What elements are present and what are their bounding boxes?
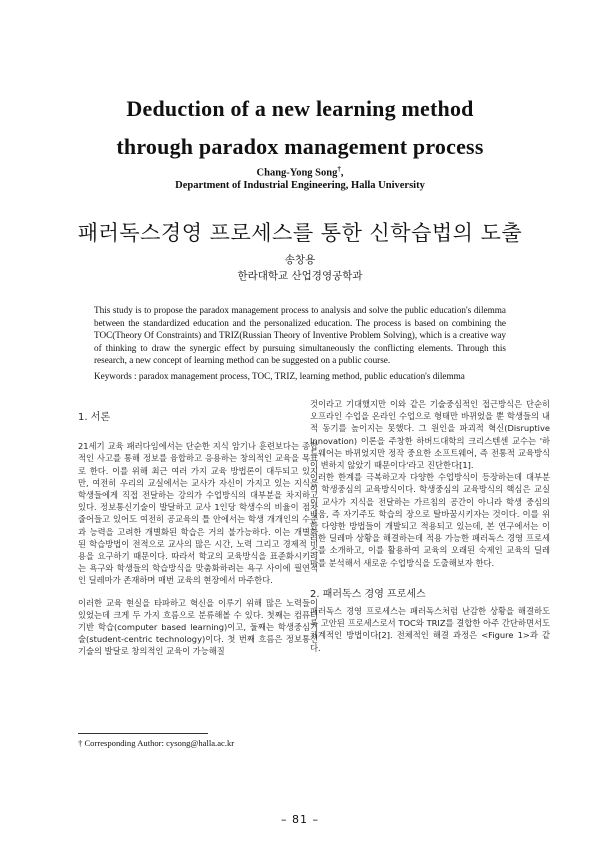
paper-title-line-1: Deduction of a new learning method — [126, 96, 474, 121]
paper-title-line-2: through paradox management process — [116, 134, 484, 159]
korean-author: 송창용 — [284, 254, 316, 266]
abstract: This study is to propose the paradox management process to analysis and solve the public education's dilemma between the standardized education and the personalized education. The process is based on combining the TOC(Theory Of Constraints) and TRIZ(Russian Theory of Inventive Problem Solving), which is a creative way of thinking to draw the synergic effect by pursuing simultaneously the conflicting elements. Through this research, a new concept of learning method can be suggested on a public course. — [94, 305, 506, 366]
right-paragraph-2: 이러한 한계를 극복하고자 다양한 수업방식이 등장하는데 대부분이 학생중심의 교육방식이다. 학생중심의 교육방식의 핵심은 교실이 교사가 지식을 전달하는 가르침의 공간이 아니라 학생 중심의 배움, 즉 자기주도 학습의 장으로 탈바꿈시키자는 것이다. 이를 위한 다양한 방법들이 개발되고 적용되고 있는데, 본 연구에서는 이러한 딜레마 상황을 해결하는데 적용 가능한 패러독스 경영 프로세스를 소개하고, 이를 활용하여 교육의 오래된 숙제인 교육의 딜레마를 분석해서 새로운 수업방식을 도출해보자 한다. — [310, 472, 550, 568]
section-1-heading: 1. 서론 — [78, 412, 111, 423]
author-comma: , — [340, 167, 344, 179]
page-number: – 81 – — [281, 813, 319, 826]
right-paragraph-1: 것이라고 기대했지만 이와 같은 기술중심적인 접근방식은 단순히 오프라인 수업을 온라인 수업으로 형태만 바뀌었을 뿐 학생들의 내적 동기를 높이지는 못했다. 그 원인을 파괴적 혁신(Disruptive Innovation) 이론을 주창한 하버드대학의 크리스텐센 교수는 '하드웨어는 바뀌었지만 정작 중요한 소프트웨어, 즉 전통적 교육방식이 변하지 않았기 때문이다'라고 진단한다[1]. — [310, 399, 550, 471]
korean-affiliation: 한라대학교 산업경영공학과 — [237, 270, 363, 282]
author-name: Chang-Yong Song — [256, 167, 338, 179]
korean-title: 패러독스경영 프로세스를 통한 신학습법의 도출 — [77, 221, 523, 245]
right-column — [310, 398, 550, 664]
affiliation: Department of Industrial Engineering, Halla University — [175, 180, 425, 191]
left-column — [78, 398, 318, 668]
author-mark: † — [337, 165, 341, 173]
author — [0, 165, 600, 179]
keywords: Keywords : paradox management process, TOC, TRIZ, learning method, public education's dilemma — [94, 371, 465, 381]
footnote-rule — [78, 733, 208, 734]
left-paragraph-2: 이러한 교육 현실을 타파하고 혁신을 이루기 위해 많은 노력들이 있었는데 크게 두 가지 흐름으로 분류해볼 수 있다. 첫째는 컴퓨터 기반 학습(computer based learning)이고, 둘째는 학생중심기술(student-centric technology)이다. 첫 번째 흐름은 정보통신기술의 발달로 창의적인 교육이 가능해질 — [78, 597, 318, 657]
right-paragraph-3: 패러독스 경영 프로세스는 패러독스처럼 난감한 상황을 해결하도록 고안된 프로세스로서 TOC와 TRIZ를 결합한 아주 간단하면서도 체계적인 방법이다[2]. 전체적인 해결 과정은 <Figure 1>과 같다. — [310, 606, 550, 653]
footnote: † Corresponding Author: cysong@halla.ac.kr — [78, 738, 235, 748]
section-2-heading: 2. 패러독스 경영 프로세스 — [310, 588, 426, 600]
left-paragraph-1: 21세기 교육 패러다임에서는 단순한 지식 암기나 훈련보다는 종합적인 사고를 통해 정보를 융합하고 응용하는 창의적인 교육을 목표로 한다. 이를 위해 최근 여러 가지 교육 방법론이 대두되고 있지만, 여전히 우리의 교실에서는 교사가 자신이 가지고 있는 지식을 학생들에게 직접 전달하는 강의가 수업방식의 대부분을 차지하고 있다. 정보통신기술이 발달하고 교사 1인당 학생수의 비율이 점차 줄어들고 있어도 여전히 공교육의 틀 안에서는 학생 개개인의 수준과 능력을 고려한 개별화된 학습은 거의 불가능하다. 이는 개별화된 학습방법이 전적으로 교사의 많은 시간, 노력 그리고 경제적 비용을 요구하기 때문이다. 따라서 학교의 교육방식을 표준화시키려는 욕구와 학생들의 학습방식을 맞춤화하려는 욕구 사이에 필연적인 딜레마가 존재하며 매번 교육의 현장에서 마주한다. — [78, 441, 318, 586]
